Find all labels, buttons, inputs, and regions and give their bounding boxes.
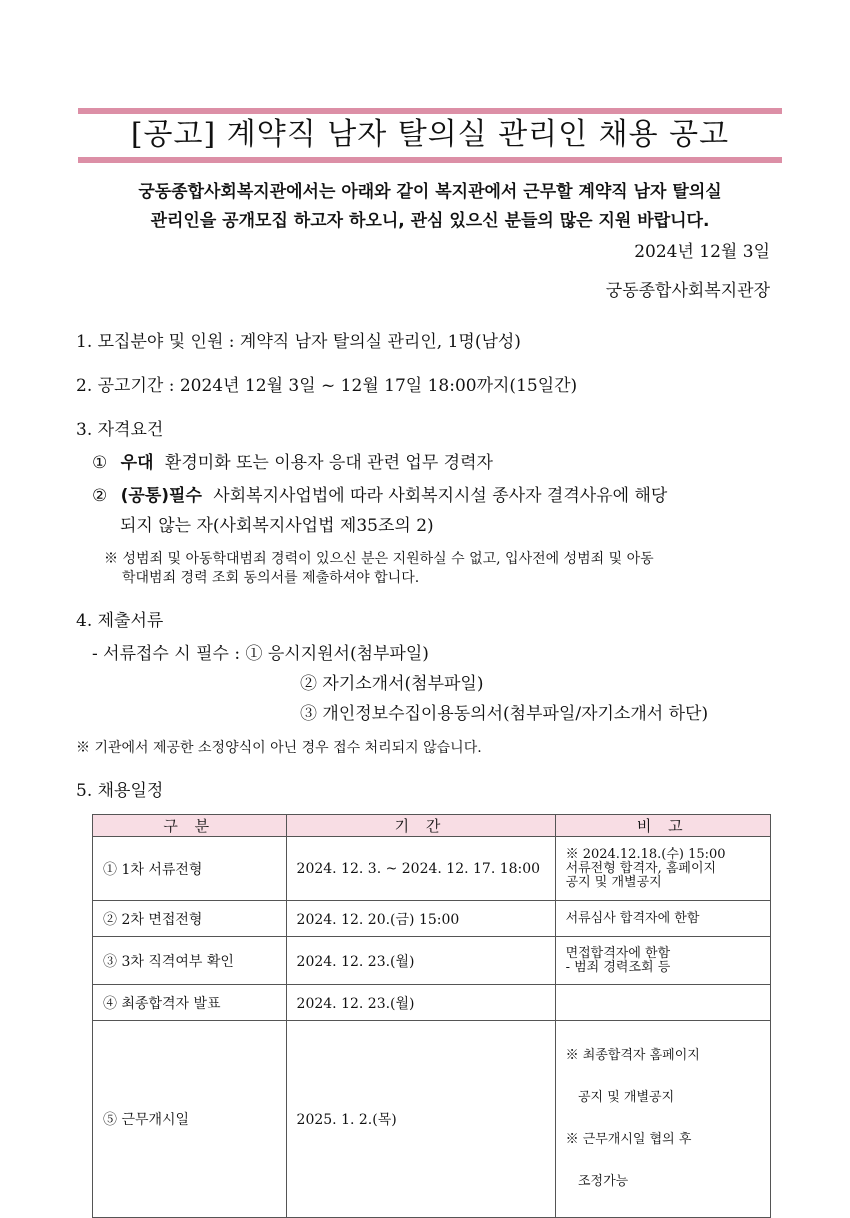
stage-cell: ③ 3차 직격여부 확인 [93,937,287,985]
remarks-cell [555,985,770,1021]
notice-date: 2024년 12월 3일 [634,242,770,262]
table-row [93,937,771,985]
required-text-continued: 되지 않는 자(사회복지사업법 제35조의 2) [120,516,434,536]
page-title: [공고] 계약직 남자 탈의실 관리인 채용 공고 [130,117,730,152]
remarks-cell [555,937,770,985]
title-top-bar [78,108,782,114]
remark-line: ※ 최종합격자 홈페이지 [565,1048,700,1063]
table-row [93,837,771,901]
qualification-note-line-1: ※ 성범죄 및 아동학대범죄 경력이 있으신 분은 지원하실 수 없고, 입사전에 성범죄 및 아동 [104,551,654,567]
remark-line: 공지 및 개별공지 [565,874,662,890]
stage-cell: ⑤ 근무개시일 [93,1021,287,1218]
period-cell: 2024. 12. 20.(금) 15:00 [286,901,555,937]
stage-cell: ② 2차 면접전형 [93,901,287,937]
preferred-text: 환경미화 또는 이용자 응대 관련 업무 경력자 [164,453,493,473]
section-period: 2. 공고기간 : 2024년 12월 3일 ~ 12월 17일 18:00까지(15일간) [76,376,578,396]
period-cell: 2024. 12. 3. ~ 2024. 12. 17. 18:00 [286,837,555,901]
remarks-cell [555,837,770,901]
qualification-item-2 [92,484,667,508]
header-period: 기 간 [286,815,555,837]
table-row [93,1021,771,1218]
period-cell: 2024. 12. 23.(월) [286,937,555,985]
header-stage: 구 분 [93,815,287,837]
section-documents-heading: 4. 제출서류 [76,611,164,631]
header-remarks: 비 고 [555,815,770,837]
qualification-item-1 [92,451,493,475]
section-recruitment: 1. 모집분야 및 인원 : 계약직 남자 탈의실 관리인, 1명(남성) [76,332,521,352]
stage-cell: ④ 최종합격자 발표 [93,985,287,1021]
remark-line: 조정가능 [565,1174,629,1189]
remark-line: 공지 및 개별공지 [565,1090,675,1105]
intro-line-1: 궁동종합사회복지관에서는 아래와 같이 복지관에서 근무할 계약직 남자 탈의실 [138,182,722,202]
remark-line: - 범죄 경력조회 등 [565,959,671,975]
document-item-2: ② 자기소개서(첨부파일) [300,674,484,694]
stage-cell: ① 1차 서류전형 [93,837,287,901]
remark-line: 면접합격자에 한함 [565,945,671,961]
table-row [93,985,771,1021]
required-text: 사회복지사업법에 따라 사회복지시설 종사자 결격사유에 해당 [213,486,668,506]
item-marker: ② [92,486,108,506]
qualification-note-line-2: 학대범죄 경력 조회 동의서를 제출하셔야 합니다. [122,570,420,586]
title-bottom-bar [78,157,782,163]
table-row [93,901,771,937]
remarks-cell [555,901,770,937]
remark-line: 서류전형 합격자, 홈페이지 [565,860,717,876]
table-header-row [93,815,771,837]
intro-line-2: 관리인을 공개모집 하고자 하오니, 관심 있으신 분들의 많은 지원 바랍니다. [150,211,710,231]
remark-line: ※ 2024.12.18.(수) 15:00 [565,846,726,862]
schedule-table [92,814,771,1218]
document-item-1: - 서류접수 시 필수 : ① 응시지원서(첨부파일) [92,644,429,664]
section-schedule-heading: 5. 채용일정 [76,781,164,801]
remark-line: 서류심사 합격자에 한함 [565,910,700,926]
preferred-label: 우대 [120,453,154,473]
issuing-organization: 궁동종합사회복지관장 [605,281,770,301]
required-label: (공통)필수 [120,486,202,506]
section-qualifications-heading: 3. 자격요건 [76,420,164,440]
remarks-cell [555,1021,770,1218]
document-item-3: ③ 개인정보수집이용동의서(첨부파일/자기소개서 하단) [300,704,709,724]
period-cell: 2024. 12. 23.(월) [286,985,555,1021]
documents-note: ※ 기관에서 제공한 소정양식이 아닌 경우 접수 처리되지 않습니다. [76,740,482,756]
item-marker: ① [92,453,108,473]
remark-line: ※ 근무개시일 협의 후 [565,1132,692,1147]
period-cell: 2025. 1. 2.(목) [286,1021,555,1218]
